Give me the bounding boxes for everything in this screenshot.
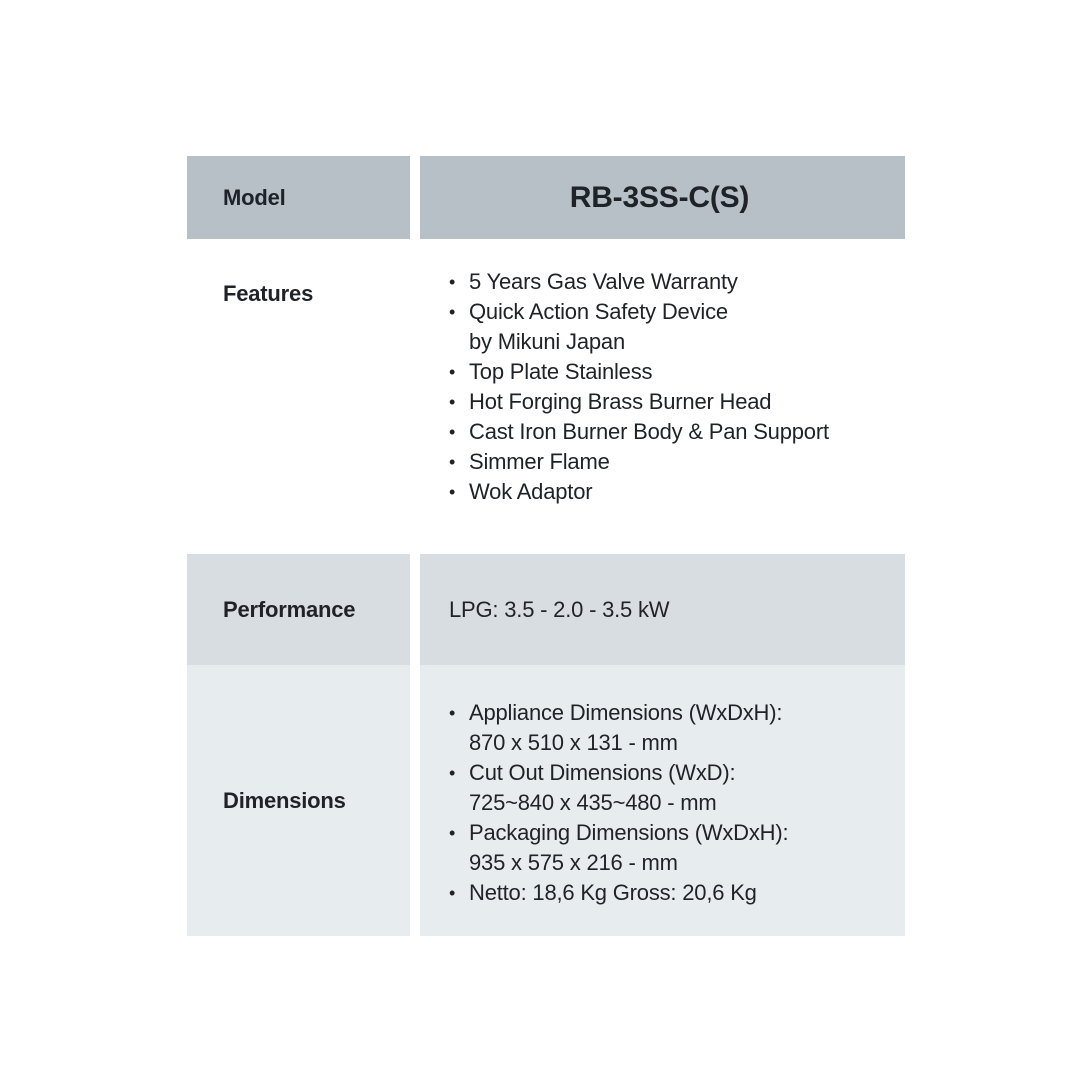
features-value: [420, 239, 905, 554]
feature-text: • Cast Iron Burner Body & Pan Support: [469, 419, 829, 444]
list-item: [449, 297, 905, 357]
list-item: [449, 477, 905, 507]
model-value: RB-3SS-C(S): [420, 156, 905, 239]
list-item: [449, 878, 905, 908]
spec-row-dimensions: [187, 665, 905, 936]
dimension-value: 870 x 510 x 131 - mm: [469, 730, 678, 755]
list-item: [449, 818, 905, 878]
dimensions-value: [420, 665, 905, 936]
dimension-value: 935 x 575 x 216 - mm: [469, 850, 678, 875]
feature-text: • Hot Forging Brass Burner Head: [469, 389, 772, 414]
features-list: [420, 267, 905, 507]
spec-row-model: [187, 156, 905, 239]
feature-text: • Wok Adaptor: [469, 479, 593, 504]
weight-text: • Netto: 18,6 Kg Gross: 20,6 Kg: [469, 880, 757, 905]
list-item: [449, 758, 905, 818]
spec-row-features: [187, 239, 905, 554]
list-item: [449, 357, 905, 387]
feature-text: • 5 Years Gas Valve Warranty: [469, 269, 738, 294]
performance-label: Performance: [187, 554, 410, 665]
list-item: [449, 698, 905, 758]
list-item: [449, 417, 905, 447]
spec-row-performance: [187, 554, 905, 665]
performance-value: LPG: 3.5 - 2.0 - 3.5 kW: [420, 554, 905, 665]
dimension-title: • Appliance Dimensions (WxDxH):: [469, 700, 783, 725]
dimension-value: 725~840 x 435~480 - mm: [469, 790, 717, 815]
model-label: Model: [187, 156, 410, 239]
list-item: [449, 387, 905, 417]
dimension-title: • Cut Out Dimensions (WxD):: [469, 760, 736, 785]
list-item: [449, 267, 905, 297]
feature-text: • Top Plate Stainless: [469, 359, 653, 384]
features-label: Features: [223, 281, 314, 306]
feature-text-continued: by Mikuni Japan: [469, 329, 625, 354]
dimension-title: • Packaging Dimensions (WxDxH):: [469, 820, 789, 845]
list-item: [449, 447, 905, 477]
dimensions-list: [420, 698, 905, 908]
feature-text: • Quick Action Safety Device: [469, 299, 728, 324]
feature-text: • Simmer Flame: [469, 449, 610, 474]
dimensions-label: Dimensions: [187, 665, 410, 936]
